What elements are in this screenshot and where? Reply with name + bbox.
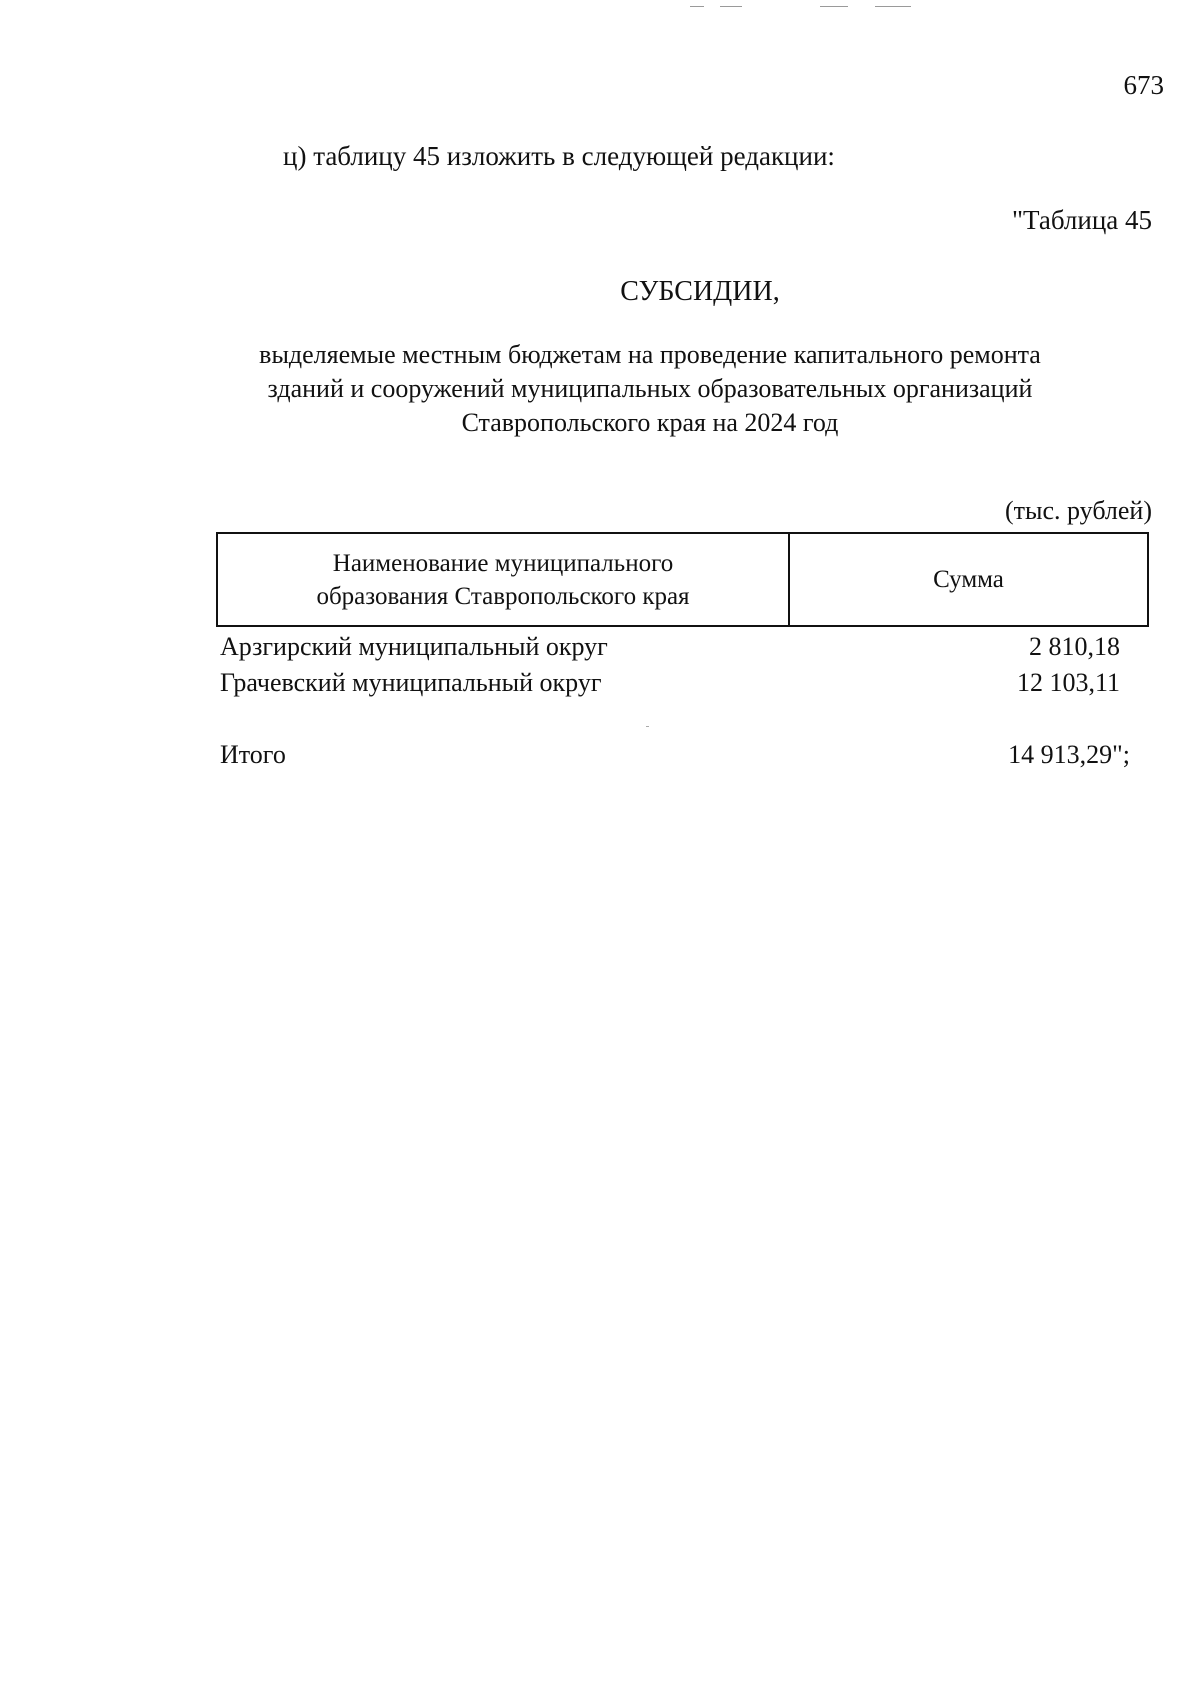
scan-artifact-marks [690, 4, 920, 10]
header-name-line: образования Ставропольского края [316, 582, 690, 610]
table-label: "Таблица 45 [1012, 205, 1152, 235]
row-name: Грачевский муниципальный округ [220, 668, 602, 697]
table-row [220, 668, 1120, 704]
total-label: Итого [220, 740, 286, 769]
instruction-text: ц) таблицу 45 изложить в следующей редакции: [283, 141, 835, 171]
subtitle-line: Ставропольского края на 2024 год [461, 408, 839, 437]
table-row [220, 632, 1120, 668]
page-number: 673 [1123, 70, 1164, 100]
header-name-line: Наименование муниципального [332, 549, 674, 577]
row-value: 2 810,18 [1029, 632, 1120, 661]
document-title: СУБСИДИИ, [620, 276, 780, 307]
table-header [216, 532, 1149, 627]
table-body [220, 632, 1120, 704]
subtitle-line: зданий и сооружений муниципальных образовательных организаций [267, 374, 1033, 403]
row-value: 12 103,11 [1016, 668, 1120, 697]
row-name: Арзгирский муниципальный округ [220, 632, 608, 661]
document-subtitle [200, 338, 1100, 440]
header-name-column [218, 534, 790, 625]
total-value: 14 913,29"; [1008, 740, 1130, 769]
table-total-row [220, 740, 1130, 776]
header-sum-column: Сумма [933, 565, 1004, 593]
subtitle-line: выделяемые местным бюджетам на проведение капитального ремонта [259, 340, 1041, 369]
scan-speck [646, 726, 649, 727]
units-label: (тыс. рублей) [1004, 496, 1152, 525]
